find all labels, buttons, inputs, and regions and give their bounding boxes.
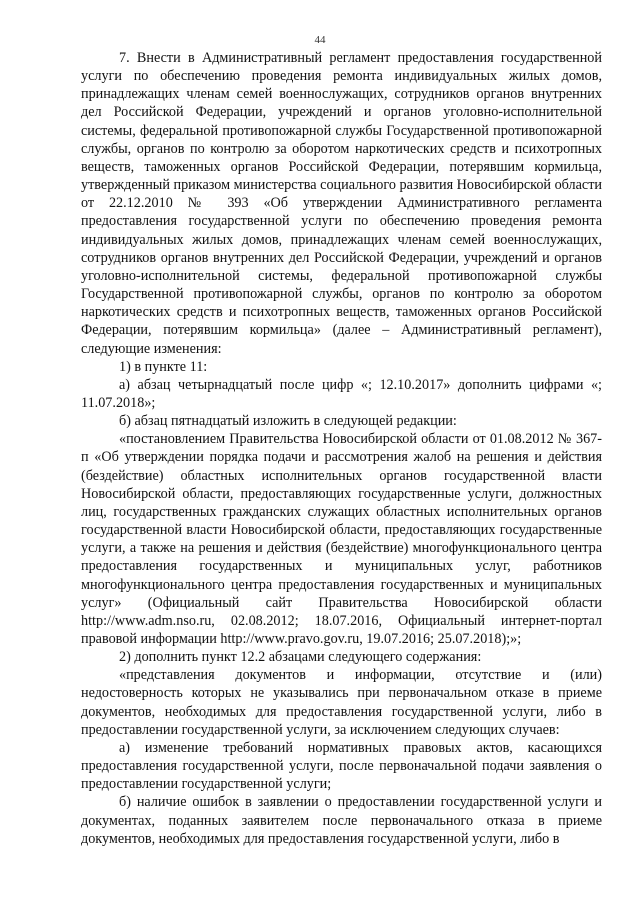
paragraph-case-a: а) изменение требований нормативных правовых актов, касающихся предоставления государственной услуги, после первоначальной подачи заявления о предоставлении государственной услуги;	[81, 739, 602, 793]
paragraph-subitem-1a: а) абзац четырнадцатый после цифр «; 12.10.2017» дополнить цифрами «; 11.07.2018»;	[81, 376, 602, 411]
paragraph-subitem-1: 1) в пункте 11:	[119, 358, 208, 375]
page-number: 44	[314, 34, 326, 46]
paragraph-quoted-documents: «представления документов и информации, отсутствие и (или) недостоверность которых не указывались при первоначальном отказе в приеме документов, необходимых для предоставления государственной услуги, либо в предоставлении государственной услуги, за исключением следующих случаев:	[81, 667, 602, 738]
paragraph-quoted-resolution: «постановлением Правительства Новосибирской области от 01.08.2012 № 367-п «Об утверждении порядка подачи и рассмотрения жалоб на решения и действия (бездействие) областных исполнительных органов государственной власти Новосибирской области, предоставляющих государственные услуги, должностных лиц, государственных гражданских служащих областных исполнительных органов государственной власти Новосибирской области, предоставляющих государственные услуги, а также на решения и действия (бездействие) многофункционального центра предоставления государственных и муниципальных услуг, работников многофункционального центра предоставления государственных и муниципальных услуг» (Официальный сайт Правительства Новосибирской области http://www.adm.nso.ru, 02.08.2012; 18.07.2016, Официальный интернет-портал правовой информации http://www.pravo.gov.ru, 19.07.2016; 25.07.2018);»;	[81, 431, 602, 647]
paragraph-subitem-2: 2) дополнить пункт 12.2 абзацами следующего содержания:	[119, 649, 482, 666]
paragraph-case-b: б) наличие ошибок в заявлении о предоставлении государственной услуги и документах, поданных заявителем после первоначального отказа в приеме документов, необходимых для предоставления государственной услуги, либо в	[81, 794, 602, 847]
document-body	[81, 49, 602, 848]
paragraph-item-7: 7. Внести в Административный регламент предоставления государственной услуги по обеспечению проведения ремонта индивидуальных жилых домов, принадлежащих членам семей военнослужащих, сотрудников органов внутренних дел Российской Федерации, учреждений и органов уголовно-исполнительной системы, федеральной противопожарной службы Государственной противопожарной службы, органов по контролю за оборотом наркотических средств и психотропных веществ, таможенных органов Российской Федерации, потерявшим кормильца, утвержденный приказом министерства социального развития Новосибирской области от 22.12.2010 № 393 «Об утверждении Административного регламента предоставления государственной услуги по обеспечению проведения ремонта индивидуальных жилых домов, принадлежащих членам семей военнослужащих, сотрудников органов внутренних дел Российской Федерации, учреждений и органов уголовно-исполнительной системы, федеральной противопожарной службы Государственной противопожарной службы, органов по контролю за оборотом наркотических средств и психотропных веществ, таможенных органов Российской Федерации, потерявшим кормильца» (далее – Административный регламент), следующие изменения:	[81, 50, 602, 357]
paragraph-subitem-1b: б) абзац пятнадцатый изложить в следующей редакции:	[119, 413, 457, 430]
